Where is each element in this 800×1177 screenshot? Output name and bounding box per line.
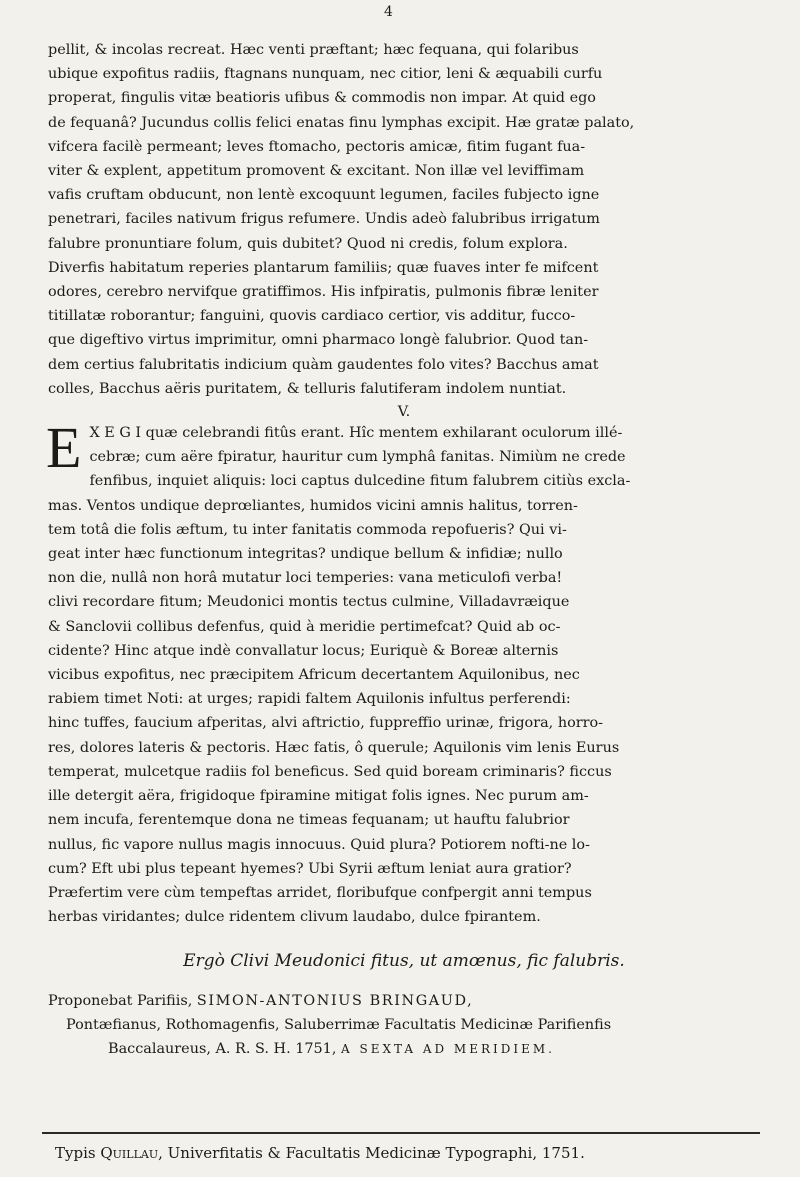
text-line: cebræ; cum aëre fpiratur, hauritur cum lymphâ fanitas. Nimiùm ne crede xyxy=(89,449,626,466)
presenter-line-1 xyxy=(48,989,760,1013)
text-line: properat, fingulis vitæ beatioris ufibus & commodis non impar. At quid ego xyxy=(48,90,596,107)
text-line: vafis cruftam obducunt, non lentè excoquunt legumen, faciles fubjecto igne xyxy=(48,187,600,204)
text-line: herbas viridantes; dulce ridentem clivum laudabo, dulce fpirantem. xyxy=(48,909,541,926)
text-line: penetrari, faciles nativum frigus refumere. Undis adeò falubribus irrigatum xyxy=(48,211,600,228)
presenter-line-3 xyxy=(48,1037,760,1061)
presenter-prefix: Proponebat Parifiis, xyxy=(48,993,197,1010)
text-line: odores, cerebro nervifque gratiffimos. His infpiratis, pulmonis fibræ leniter xyxy=(48,284,599,301)
presenter-time: A SEXTA AD MERIDIEM. xyxy=(341,1042,555,1057)
imprint-rest: , Univerfitatis & Facultatis Medicinæ Typographi, 1751. xyxy=(158,1144,585,1162)
text-line: colles, Bacchus aëris puritatem, & telluris falutiferam indolem nuntiat. xyxy=(48,380,567,397)
text-line: nem incufa, ferentemque dona ne timeas fequanam; ut hauftu falubrior xyxy=(48,812,570,829)
text-line: vicibus expofitus, nec præcipitem Africum decertantem Aquilonibus, nec xyxy=(48,667,580,684)
text-line: dem certius falubritatis indicium quàm gaudentes folo vites? Bacchus amat xyxy=(48,356,599,373)
text-line: cum? Eft ubi plus tepeant hyemes? Ubi Syrii æftum leniat aura gratior? xyxy=(48,860,572,877)
paragraph-section-v-lines xyxy=(48,421,760,929)
text-line: clivi recordare fitum; Meudonici montis tectus culmine, Villadavræique xyxy=(48,594,570,611)
text-line: que digeftivo virtus imprimitur, omni pharmaco longè falubrior. Quod tan- xyxy=(48,332,589,349)
text-line: rabiem timet Noti: at urges; rapidi faltem Aquilonis infultus perferendi: xyxy=(48,691,571,708)
text-line: Diverfis habitatum reperies plantarum familiis; quæ fuaves inter fe mifcent xyxy=(48,259,599,276)
text-line: temperat, mulcetque radiis fol beneficus. Sed quid boream criminaris? ficcus xyxy=(48,763,612,780)
text-line: non die, nullâ non horâ mutatur loci temperies: vana meticulofi verba! xyxy=(48,570,563,587)
section-number: V. xyxy=(397,404,411,421)
text-line: cidente? Hinc atque indè convallatur locus; Euriquè & Boreæ alternis xyxy=(48,642,559,659)
text-line: viter & explent, appetitum promovent & excitant. Non illæ vel leviffimam xyxy=(48,163,585,180)
thesis-statement: Ergò Clivi Meudonici fitus, ut amœnus, fic falubris. xyxy=(183,951,625,972)
text-line: hinc tuffes, faucium afperitas, alvi aftrictio, fuppreffio urinæ, frigora, horro- xyxy=(48,715,604,732)
text-line: titillatæ roborantur; fanguini, quovis cardiaco certior, vis additur, fucco- xyxy=(48,308,576,325)
text-line: & Sanclovii collibus defenfus, quid à meridie pertimefcat? Quid ab oc- xyxy=(48,618,561,635)
presenter-name: SIMON-ANTONIUS BRINGAUD, xyxy=(196,993,474,1010)
text-line: mas. Ventos undique deprœliantes, humidos vicini amnis halitus, torren- xyxy=(48,497,578,514)
paragraph-section-iv-end xyxy=(48,38,760,401)
text-line: tem totâ die folis æftum, tu inter fanitatis commoda repofueris? Qui vi- xyxy=(48,521,567,538)
page-mark: 4 xyxy=(384,4,393,20)
footer-rule xyxy=(42,1132,760,1134)
imprint-printer: Quillau xyxy=(100,1144,159,1162)
imprint-typis: Typis xyxy=(55,1144,101,1162)
text-line: fenfibus, inquiet aliquis: loci captus dulcedine fitum falubrem citiùs excla- xyxy=(89,473,631,490)
text-line: de fequanâ? Jucundus collis felici enatas finu lymphas excipit. Hæ gratæ palato, xyxy=(48,114,635,131)
text-line: ille detergit aëra, frigidoque fpiramine mitigat folis ignes. Nec purum am- xyxy=(48,788,589,805)
text-line: Præfertim vere cùm tempeftas arridet, floribufque confpergit anni tempus xyxy=(48,884,592,901)
drop-cap: E xyxy=(46,425,82,472)
text-line: nullus, fic vapore nullus magis innocuus. Quid plura? Potiorem nofti-ne lo- xyxy=(48,836,590,853)
text-line: geat inter hæc functionum integritas? undique bellum & infidiæ; nullo xyxy=(48,546,563,563)
presenter-degree: Baccalaureus, A. R. S. H. 1751, xyxy=(108,1041,341,1058)
presenter-block xyxy=(48,989,760,1061)
text-line: X E G I quæ celebrandi fitûs erant. Hîc mentem exhilarant oculorum illé- xyxy=(89,425,623,442)
text-line: pellit, & incolas recreat. Hæc venti præftant; hæc fequana, qui folaribus xyxy=(48,42,579,58)
text-line: falubre pronuntiare folum, quis dubitet? Quod ni credis, folum explora. xyxy=(48,235,568,252)
printer-imprint xyxy=(55,1142,760,1164)
text-line: vifcera facilè permeant; leves ftomacho, pectoris amicæ, fitim fugant fua- xyxy=(48,138,586,155)
text-line: res, dolores lateris & pectoris. Hæc fatis, ô querule; Aquilonis vim lenis Eurus xyxy=(48,739,620,756)
paragraph-section-v xyxy=(48,421,760,929)
text-line: ubique expofitus radiis, ftagnans nunquam, nec citior, leni & æquabili curfu xyxy=(48,66,603,83)
presenter-line-2: Pontæfianus, Rothomagenfis, Saluberrimæ Facultatis Medicinæ Parifienfis xyxy=(66,1017,612,1034)
